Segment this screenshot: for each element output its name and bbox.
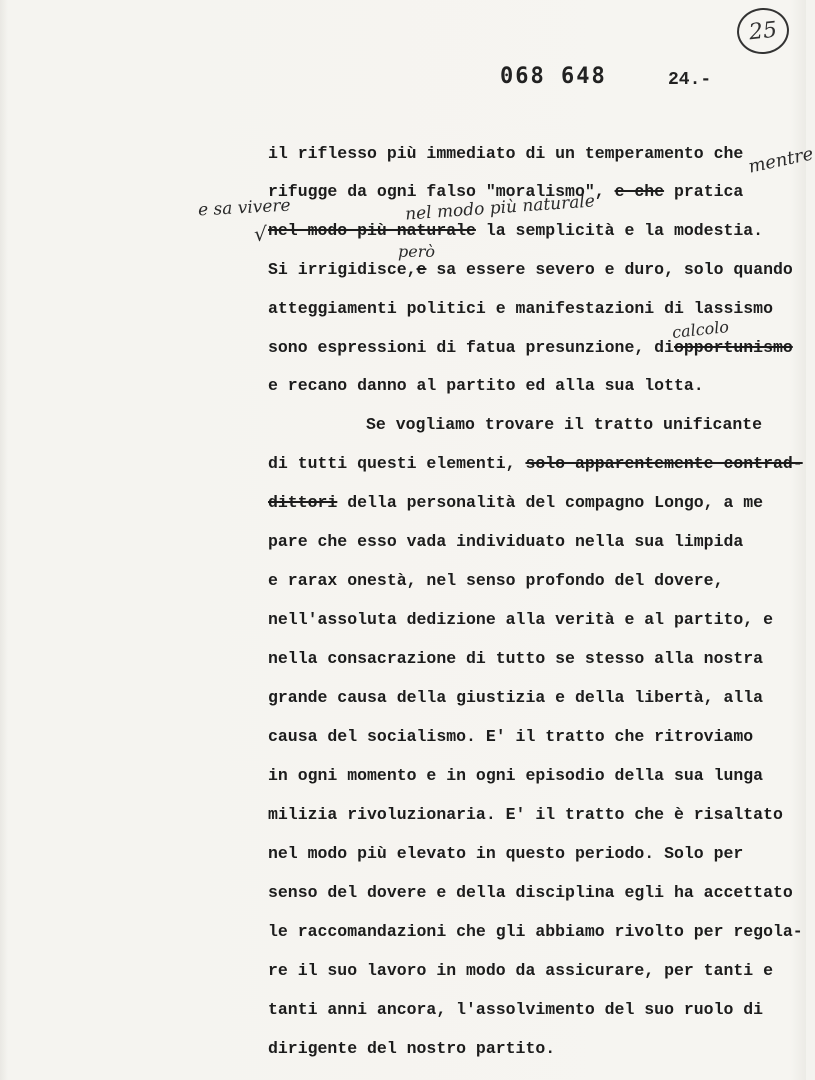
- text-line: milizia rivoluzionaria. E' il tratto che è risaltato: [268, 805, 783, 824]
- text-line: di tutti questi elementi, solo apparentemente contrad-: [268, 454, 803, 473]
- text-line: il riflesso più immediato di un temperamento che: [268, 144, 744, 163]
- text-line: le raccomandazioni che gli abbiamo rivolto per regola-: [268, 922, 803, 941]
- text-line: e rarax onestà, nel senso profondo del dovere,: [268, 571, 724, 590]
- insertion-calcolo: calcolo: [671, 317, 730, 342]
- text-line: atteggiamenti politici e manifestazioni di lassismo: [268, 299, 773, 318]
- text-line: rifugge da ogni falso "moralismo", e che pratica: [268, 182, 744, 201]
- text-line: nell'assoluta dedizione alla verità e al partito, e: [268, 610, 773, 629]
- text-line: e recano danno al partito ed alla sua lotta.: [268, 376, 704, 395]
- page-number: 24.-: [668, 70, 712, 90]
- text-line: dittori della personalità del compagno Longo, a me: [268, 493, 764, 512]
- text-line: dirigente del nostro partito.: [268, 1039, 556, 1058]
- document-number: 068 648: [500, 64, 607, 89]
- text-line: nel modo più naturale la semplicità e la modestia.: [268, 221, 764, 240]
- margin-note-mentre: mentre: [746, 143, 815, 178]
- insertion-pero: però: [398, 242, 435, 261]
- text-line: senso del dovere e della disciplina egli ha accettato: [268, 883, 793, 902]
- text-line: pare che esso vada individuato nella sua limpida: [268, 532, 744, 551]
- text-line: grande causa della giustizia e della libertà, alla: [268, 688, 764, 707]
- text-line: Si irrigidisce,e sa essere severo e duro, solo quando: [268, 260, 793, 279]
- text-line: nella consacrazione di tutto se stesso alla nostra: [268, 649, 764, 668]
- text-line: tanti anni ancora, l'assolvimento del suo ruolo di: [268, 1000, 764, 1019]
- insertion-caret: √: [254, 222, 267, 246]
- text-line: re il suo lavoro in modo da assicurare, per tanti e: [268, 961, 773, 980]
- margin-note-sa-vivere: e sa vivere: [197, 195, 292, 221]
- inserted-phrase: nel modo più naturale: [404, 191, 596, 225]
- text-line: Se vogliamo trovare il tratto unificante: [366, 415, 763, 434]
- text-line: causa del socialismo. E' il tratto che ritroviamo: [268, 727, 754, 746]
- text-line: in ogni momento e in ogni episodio della sua lunga: [268, 766, 764, 785]
- circled-page-number: 25: [735, 5, 792, 56]
- text-line: sono espressioni di fatua presunzione, diopportunismo: [268, 338, 793, 357]
- text-line: nel modo più elevato in questo periodo. Solo per: [268, 844, 744, 863]
